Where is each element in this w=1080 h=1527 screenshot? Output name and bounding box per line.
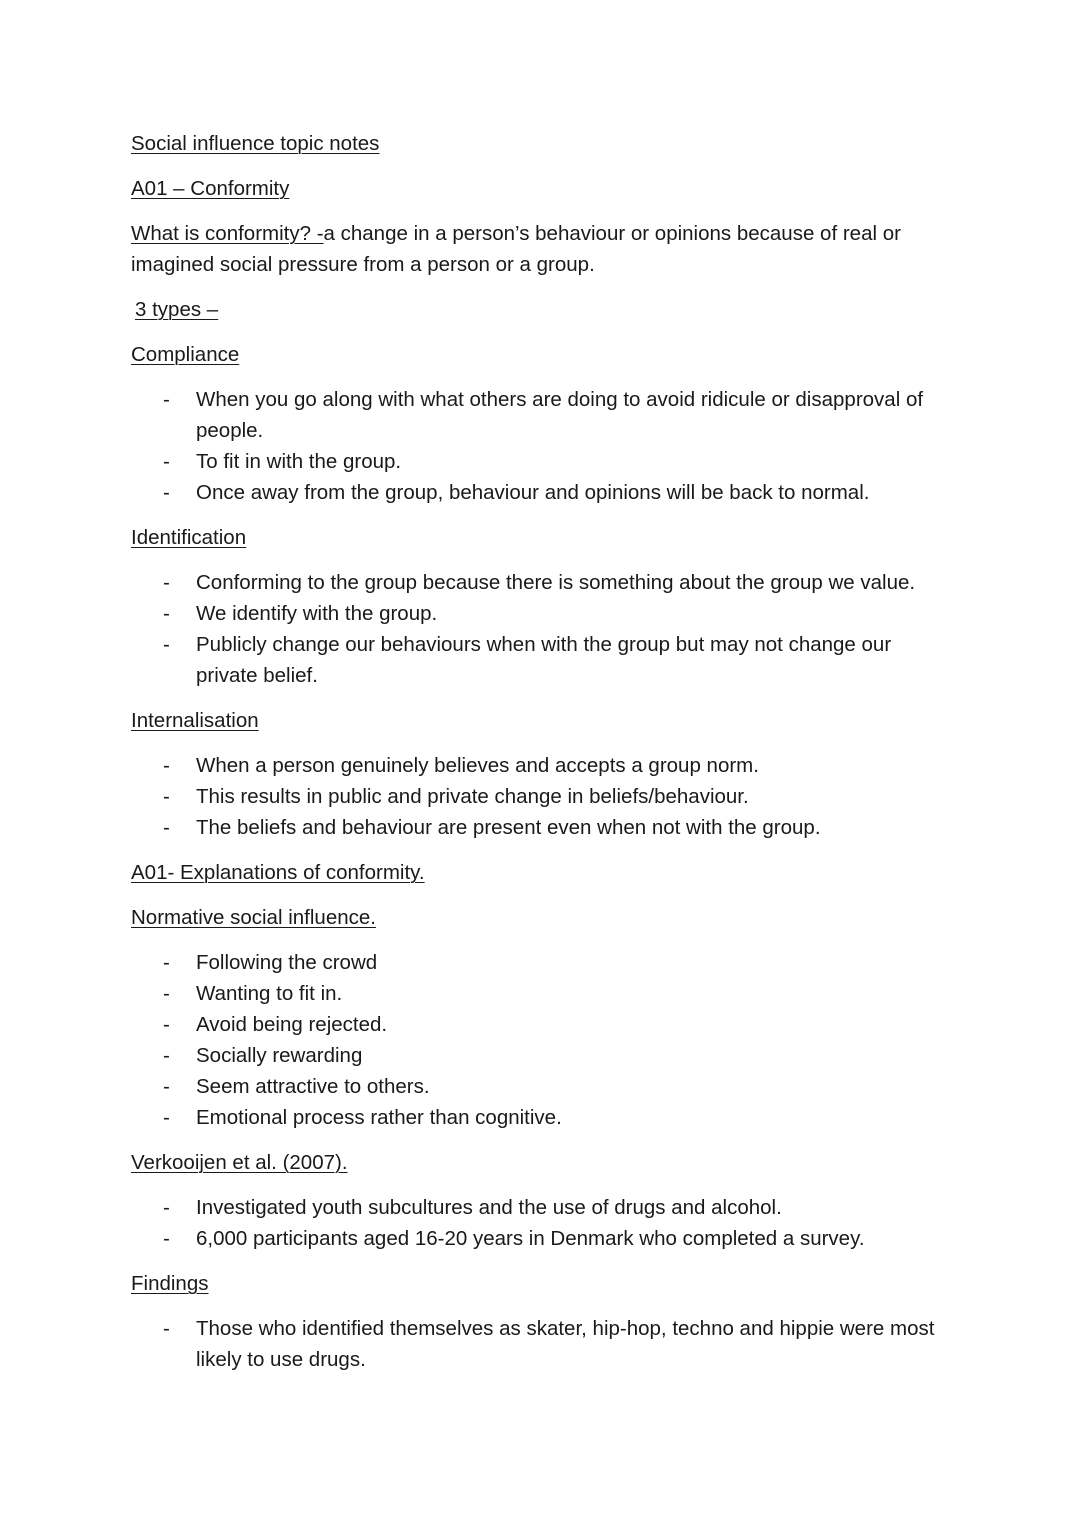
list-item: - Investigated youth subcultures and the use of drugs and alcohol. (196, 1192, 951, 1223)
list-item: - This results in public and private change in beliefs/behaviour. (196, 781, 951, 812)
list-item: - Wanting to fit in. (196, 978, 951, 1009)
list-item: - Emotional process rather than cognitive. (196, 1102, 951, 1133)
compliance-list (131, 384, 951, 508)
identification-list (131, 567, 951, 691)
list-item: - 6,000 participants aged 16-20 years in Denmark who completed a survey. (196, 1223, 951, 1254)
page-title: Social influence topic notes (131, 132, 380, 155)
internalisation-list (131, 750, 951, 843)
list-item: - Publicly change our behaviours when with the group but may not change our private belief. (196, 629, 951, 691)
document-page (131, 128, 951, 1389)
section-heading-explanations: A01- Explanations of conformity. (131, 861, 425, 884)
internalisation-heading: Internalisation (131, 709, 259, 732)
identification-heading: Identification (131, 526, 247, 549)
list-item: - To fit in with the group. (196, 446, 951, 477)
verkooijen-list (131, 1192, 951, 1254)
list-item: - When you go along with what others are doing to avoid ridicule or disapproval of people. (196, 384, 951, 446)
definition-question: What is conformity? - (131, 222, 324, 245)
section-heading-conformity: A01 – Conformity (131, 177, 290, 200)
list-item: - Following the crowd (196, 947, 951, 978)
verkooijen-heading: Verkooijen et al. (2007). (131, 1151, 348, 1174)
compliance-heading: Compliance (131, 343, 240, 366)
findings-heading: Findings (131, 1272, 209, 1295)
list-item: - Once away from the group, behaviour and opinions will be back to normal. (196, 477, 951, 508)
list-item: - We identify with the group. (196, 598, 951, 629)
list-item: - Avoid being rejected. (196, 1009, 951, 1040)
normative-list (131, 947, 951, 1133)
normative-heading: Normative social influence. (131, 906, 376, 929)
definition-text: a change in a person’s behaviour or opinions because of real or imagined social pressure from a person or a group. (131, 222, 901, 276)
list-item: - Seem attractive to others. (196, 1071, 951, 1102)
list-item: - Conforming to the group because there is something about the group we value. (196, 567, 951, 598)
definition-paragraph (131, 218, 951, 280)
list-item: - When a person genuinely believes and accepts a group norm. (196, 750, 951, 781)
list-item: - Those who identified themselves as skater, hip-hop, techno and hippie were most likely to use drugs. (196, 1313, 951, 1375)
list-item: - The beliefs and behaviour are present even when not with the group. (196, 812, 951, 843)
findings-list (131, 1313, 951, 1375)
list-item: - Socially rewarding (196, 1040, 951, 1071)
types-label: 3 types – (135, 298, 219, 321)
